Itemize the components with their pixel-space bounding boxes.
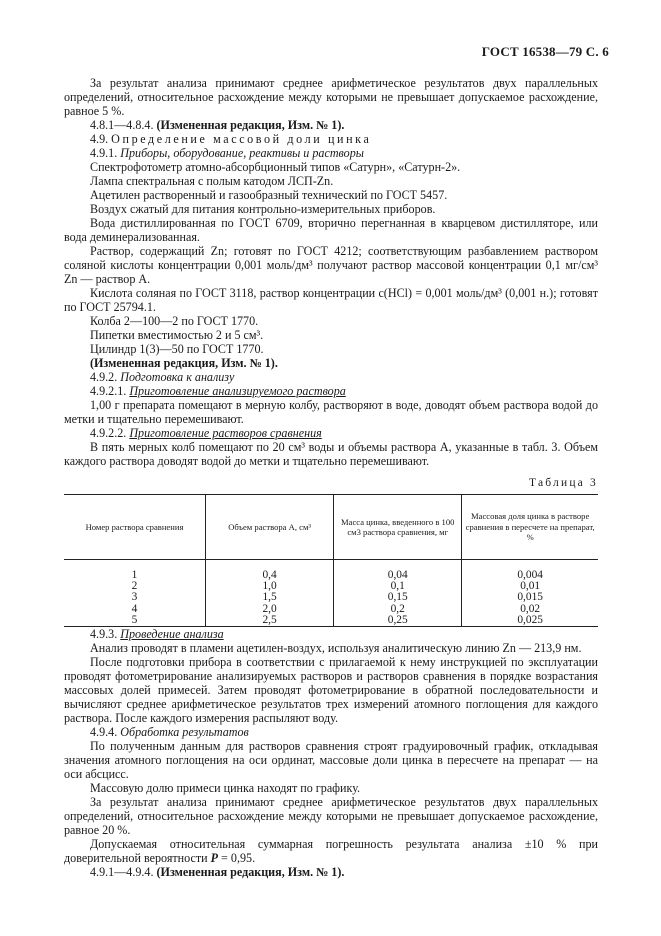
table-cell: 0,15 — [334, 592, 462, 603]
section-4922-heading — [64, 426, 598, 440]
paragraph-acetylene: Ацетилен растворенный и газообразный технический по ГОСТ 5457. — [90, 188, 448, 202]
table-cell: 0,004 — [462, 560, 598, 582]
table-cell: 2,5 — [206, 615, 334, 627]
table-cell: 1 — [131, 569, 138, 581]
paragraph-water: Вода дистиллированная по ГОСТ 6709, вторично перегнанная в кварцевом дистилляторе, или вода деминерализованная. — [64, 216, 598, 244]
section-491-heading — [64, 146, 598, 160]
section-492-heading — [64, 370, 598, 384]
section-number: 4.9.4. — [90, 725, 118, 740]
table-cell: 5 — [64, 615, 206, 627]
document-body — [64, 76, 598, 879]
table-header-cell: Объем раствора А, см³ — [206, 495, 334, 560]
paragraph-4922-text: В пять мерных колб помещают по 20 см³ воды и объемы раствора А, указанные в табл. 3. Объем каждого раствора доводят водой до метки и тщательно перемешивают. — [64, 440, 598, 468]
table-3 — [64, 494, 598, 627]
table-cell: 0,02 — [462, 604, 598, 615]
text-run: = 0,95. — [218, 851, 256, 866]
section-title: Подготовка к анализу — [120, 370, 235, 384]
table-cell: 0,025 — [462, 615, 598, 627]
table-row — [64, 592, 598, 603]
section-number: 4.9.2.2. — [90, 426, 127, 440]
section-494-heading — [64, 725, 598, 739]
table-cell: 1,5 — [206, 592, 334, 603]
section-title: Приборы, оборудование, реактивы и растворы — [120, 146, 364, 160]
paragraph-494-text3: За результат анализа принимают среднее арифметическое результатов двух параллельных определений, относительное расхождение между которыми не превышает допускаемое расхождение, равное 20 %. — [64, 795, 598, 838]
paragraph-pipettes: Пипетки вместимостью 2 и 5 см³. — [90, 328, 264, 342]
table-cell: 0,2 — [334, 604, 462, 615]
section-title: Приготовление анализируемого раствора — [129, 384, 346, 398]
section-493-heading — [64, 627, 598, 641]
section-4921-heading — [64, 384, 598, 398]
paragraph-edit-note: (Измененная редакция, Изм. № 1). — [90, 356, 278, 370]
table-cell: 1,0 — [206, 581, 334, 592]
paragraph-493-text: Анализ проводят в пламени ацетилен-воздух, используя аналитическую линию Zn — 213,9 нм. — [90, 641, 582, 656]
table-header-row — [64, 495, 598, 560]
paragraph-air: Воздух сжатый для питания контрольно-измерительных приборов. — [90, 202, 436, 216]
section-title: Определение массовой доли цинка — [111, 132, 372, 146]
edit-note: (Измененная редакция, Изм. № 1). — [156, 118, 345, 132]
table-caption: Таблица 3 — [529, 477, 598, 489]
paragraph-flask: Колба 2—100—2 по ГОСТ 1770. — [90, 314, 259, 328]
clause-number: 4.8.1—4.8.4. — [90, 118, 154, 132]
section-title: Проведение анализа — [120, 627, 224, 642]
section-number: 4.9. — [90, 132, 109, 146]
section-number: 4.9.3. — [90, 627, 118, 642]
paragraph-4921-text: 1,00 г препарата помещают в мерную колбу, растворяют в воде, доводят объем раствора водой до метки и тщательно перемешивают. — [64, 398, 598, 426]
table-cell: 0,01 — [462, 581, 598, 592]
text-run: Допускаемая относительная суммарная погрешность результата анализа ±10 % при доверительной вероятности — [64, 837, 598, 866]
section-number: 4.9.2. — [90, 370, 118, 384]
edit-note: (Измененная редакция, Изм. № 1). — [156, 865, 345, 880]
table-cell: 0,04 — [334, 560, 462, 582]
paragraph-481-edit — [64, 118, 598, 132]
section-number: 4.9.2.1. — [90, 384, 127, 398]
table-header-cell: Номер раствора сравнения — [64, 495, 206, 560]
table-cell: 3 — [131, 591, 138, 604]
section-49-heading — [64, 132, 598, 146]
section-title: Приготовление растворов сравнения — [129, 426, 322, 440]
table-cell: 0,015 — [462, 592, 598, 603]
table-header-cell: Массовая доля цинка в растворе сравнения в пересчете на препарат, % — [462, 495, 598, 560]
text-run: P — [210, 851, 219, 866]
paragraph-hcl: Кислота соляная по ГОСТ 3118, раствор концентрации c(HCl) = 0,001 моль/дм³ (0,001 н.); готовят по ГОСТ 25794.1. — [64, 286, 598, 314]
paragraph-lamp: Лампа спектральная с полым катодом ЛСП-Zn. — [90, 174, 334, 188]
page-header: ГОСТ 16538—79 С. 6 — [481, 44, 609, 59]
section-number: 4.9.1. — [90, 146, 118, 160]
table-cell: 4 — [131, 602, 138, 615]
table-cell: 0,1 — [334, 581, 462, 592]
paragraph-494-text4 — [64, 837, 598, 865]
section-title: Обработка результатов — [120, 725, 249, 740]
table-header-cell: Масса цинка, введенного в 100 см3 раствора сравнения, мг — [334, 495, 462, 560]
paragraph-494-text: По полученным данным для растворов сравнения строят градуировочный график, откладывая значения атомного поглощения на оси ординат, массовые доли цинка в пересчете на препарат — на оси абсцисс. — [64, 739, 598, 782]
paragraph-493-text2: После подготовки прибора в соответствии с прилагаемой к нему инструкцией по эксплуатации проводят фотометрирование анализируемых растворов и растворов сравнения в порядке возрастания массовых долей примесей. Затем проводят фотометрирование в обратной последовательности и вычисляют среднее арифметическое результатов трех измерений атомного поглощения для каждого раствора. После каждого измерения распыляют воду. — [64, 655, 598, 726]
table-cell: 2,0 — [206, 604, 334, 615]
table-cell: 0,4 — [206, 560, 334, 582]
paragraph-4914-edit — [64, 865, 598, 879]
paragraph-cylinder: Цилиндр 1(3)—50 по ГОСТ 1770. — [90, 342, 264, 356]
table-row — [64, 615, 598, 627]
paragraph-zn-solution: Раствор, содержащий Zn; готовят по ГОСТ 4212; соответствующим разбавлением раствором соляной кислоты концентрации 0,001 моль/дм³ получают раствор массовой концентрации 0,1 мг/см³ Zn — раствор А. — [64, 244, 598, 286]
table-row — [64, 560, 598, 582]
paragraph-494-text2: Массовую долю примеси цинка находят по графику. — [90, 781, 361, 796]
paragraph-result-5: За результат анализа принимают среднее арифметическое результатов двух параллельных определений, относительное расхождение между которыми не превышает допускаемое расхождение, равное 5 %. — [64, 76, 598, 118]
clause-number: 4.9.1—4.9.4. — [90, 865, 154, 880]
table-cell: 0,25 — [334, 615, 462, 627]
table-cell: 2 — [131, 580, 138, 593]
paragraph-spectrophotometer: Спектрофотометр атомно-абсорбционный типов «Сатурн», «Сатурн-2». — [90, 160, 461, 174]
